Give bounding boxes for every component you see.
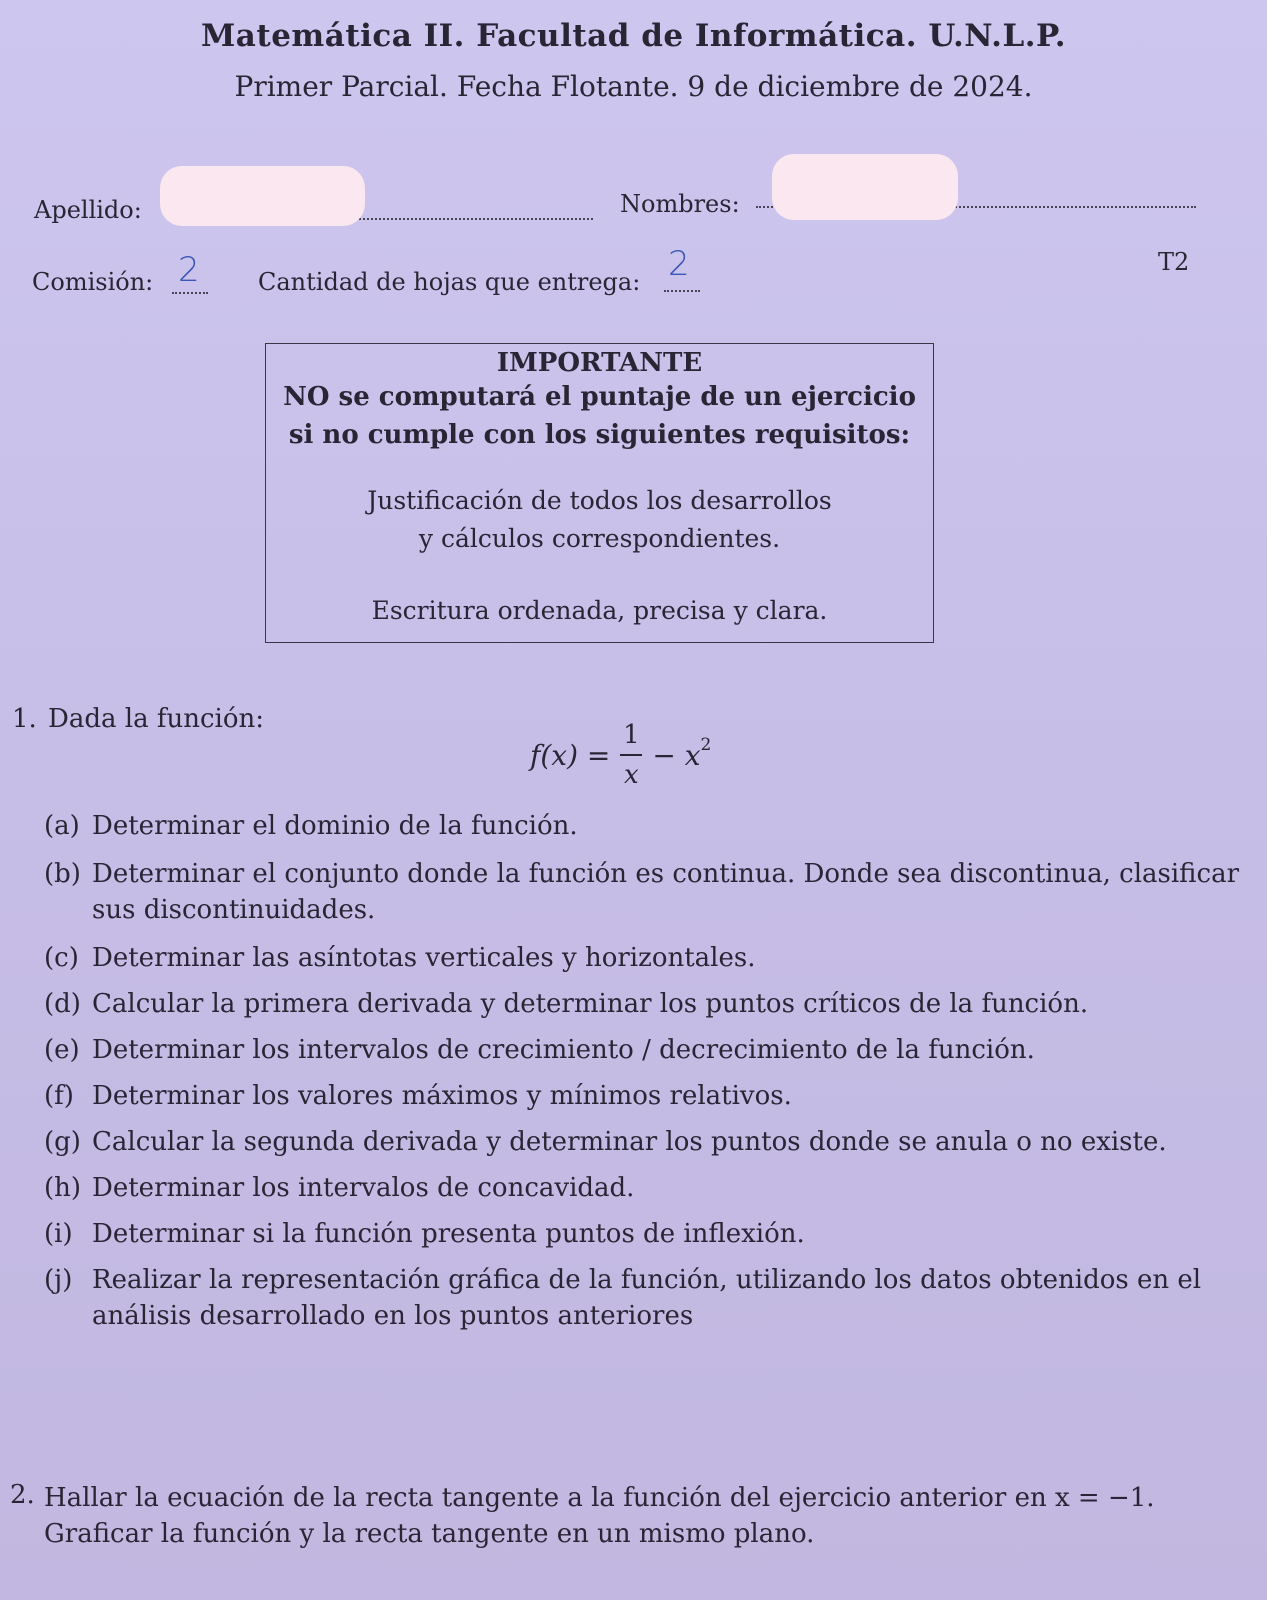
item-g: (g) Calcular la segunda derivada y determinar los puntos donde se anula o no existe. (44, 1127, 1167, 1157)
question-1-items (44, 808, 1249, 1334)
function-formula (530, 720, 711, 790)
hojas-label: Cantidad de hojas que entrega: (258, 268, 641, 296)
formula-exponent: 2 (700, 735, 712, 755)
question-1-intro: Dada la función: (48, 704, 264, 734)
important-box (265, 343, 934, 643)
hojas-value: 2 (668, 244, 690, 284)
tema-label: T2 (1158, 248, 1190, 276)
requirement-1-line2: y cálculos correspondientes. (418, 524, 781, 553)
formula-fraction (620, 720, 642, 790)
comision-value: 2 (178, 250, 200, 290)
formula-lhs: f(x) = (530, 738, 611, 772)
item-j: (j) Realizar la representación gráfica de la función, utilizando los datos obtenidos en el análisis desarrollado en los puntos anteriores (44, 1265, 1202, 1331)
apellido-redaction (160, 166, 365, 226)
comision-label: Comisión: (32, 268, 154, 296)
nombres-redaction (772, 154, 958, 220)
important-rule-line1: NO se computará el puntaje de un ejercicio (283, 382, 916, 412)
question-2-text (44, 1480, 1254, 1552)
question-1-number: 1. (12, 704, 37, 734)
item-a: (a) Determinar el dominio de la función. (44, 811, 578, 841)
item-d: (d) Calcular la primera derivada y determinar los puntos críticos de la función. (44, 989, 1089, 1019)
item-h: (h) Determinar los intervalos de concavidad. (44, 1173, 635, 1203)
question-2-line1: Hallar la ecuación de la recta tangente a la función del ejercicio anterior en x = −1. (44, 1483, 1155, 1513)
important-rule-line2: si no cumple con los siguientes requisitos: (288, 420, 911, 450)
nombres-label: Nombres: (620, 190, 740, 218)
important-heading: IMPORTANTE (496, 348, 703, 378)
item-c: (c) Determinar las asíntotas verticales y horizontales. (44, 943, 756, 973)
question-2-number: 2. (10, 1480, 35, 1510)
formula-rest: − x (652, 738, 701, 772)
hojas-dotted-line (664, 290, 700, 292)
apellido-label: Apellido: (34, 196, 142, 224)
question-2-line2: Graficar la función y la recta tangente en un mismo plano. (44, 1519, 815, 1549)
item-e: (e) Determinar los intervalos de crecimiento / decrecimiento de la función. (44, 1035, 1035, 1065)
requirement-1-line1: Justificación de todos los desarrollos (367, 486, 832, 515)
item-i: (i) Determinar si la función presenta puntos de inflexión. (44, 1219, 805, 1249)
item-f: (f) Determinar los valores máximos y mínimos relativos. (44, 1081, 792, 1111)
comision-dotted-line (172, 292, 208, 294)
fraction-bar (620, 754, 642, 756)
requirement-2: Escritura ordenada, precisa y clara. (371, 596, 828, 625)
exam-subtitle: Primer Parcial. Fecha Flotante. 9 de diciembre de 2024. (234, 70, 1033, 103)
formula-denominator: x (624, 760, 639, 790)
exam-title: Matemática II. Facultad de Informática. U.N.L.P. (200, 18, 1067, 54)
formula-numerator: 1 (623, 720, 640, 750)
item-b: (b) Determinar el conjunto donde la función es continua. Donde sea discontinua, clasificar sus discontinuidades. (44, 859, 1240, 925)
